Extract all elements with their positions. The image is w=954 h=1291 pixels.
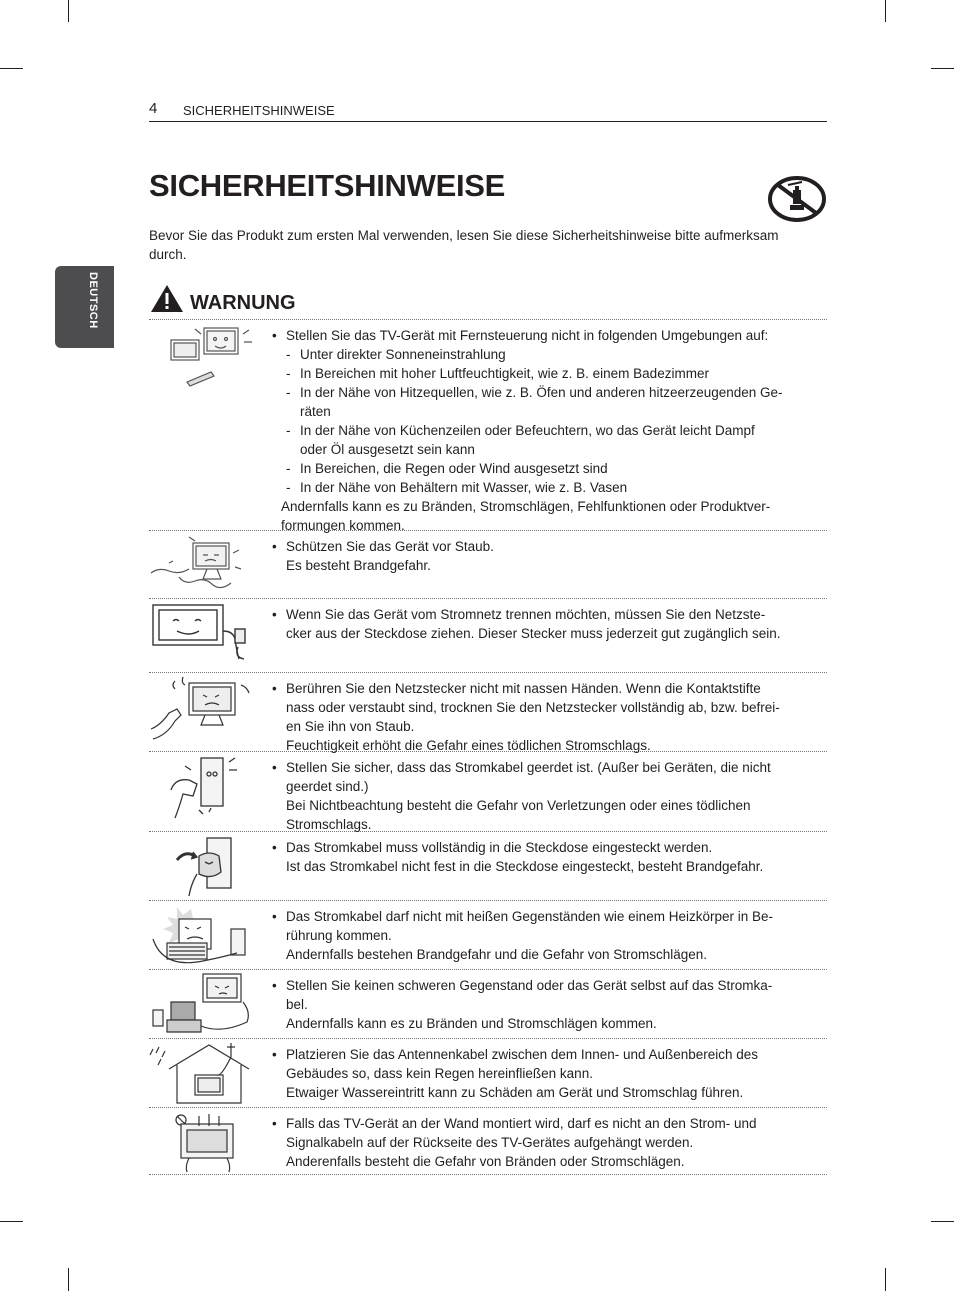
bullet-continued: Ist das Stromkabel nicht fest in die Steckdose eingesteckt, besteht Brandgefahr. xyxy=(286,859,764,874)
row-text xyxy=(272,679,812,755)
crop-mark xyxy=(0,68,23,69)
bullet-continued: Bei Nichtbeachtung besteht die Gefahr von Verletzungen oder eines tödlichen xyxy=(286,798,751,813)
table-row xyxy=(149,320,827,531)
warning-label: WARNUNG xyxy=(190,292,296,314)
wet-hands-plug-icon xyxy=(149,675,259,741)
row-text xyxy=(272,605,812,643)
page-title: SICHERHEITSHINWEISE xyxy=(149,168,506,203)
bullet-text: • Wenn Sie das Gerät vom Stromnetz trennen möchten, müssen Sie den Netzste- xyxy=(272,605,812,624)
wall-mount-cable-icon xyxy=(149,1110,259,1176)
warning-table xyxy=(149,319,827,1175)
table-row xyxy=(149,752,827,832)
intro-line: Bevor Sie das Produkt zum ersten Mal verwenden, lesen Sie diese Sicherheitshinweise bitte aufmerksam xyxy=(149,228,779,243)
bullet-continued: Andernfalls bestehen Brandgefahr und die Gefahr von Stromschlägen. xyxy=(286,947,708,962)
bullet-continued: Feuchtigkeit erhöht die Gefahr eines tödlichen Stromschlags. xyxy=(286,738,651,753)
plug-insert-icon xyxy=(149,834,259,900)
row-text xyxy=(272,838,812,876)
row-text xyxy=(272,326,812,535)
grounded-plug-icon xyxy=(149,754,259,820)
bullet-continued: rührung kommen. xyxy=(286,928,392,943)
crop-mark xyxy=(0,1221,23,1222)
crop-mark xyxy=(68,1268,69,1291)
bullet-text: • Stellen Sie sicher, dass das Stromkabel geerdet ist. (Außer bei Geräten, die nicht xyxy=(272,758,812,777)
bullet-continued: geerdet sind.) xyxy=(286,779,369,794)
unplug-tv-icon xyxy=(149,601,259,663)
consequence-text: Andernfalls kann es zu Bränden, Stromschlägen, Fehlfunktionen oder Produktver- xyxy=(281,499,771,514)
bullet-continued: nass oder verstaubt sind, trocknen Sie den Netzstecker vollständig ab, bzw. befrei- xyxy=(286,700,780,715)
row-text xyxy=(272,537,812,575)
crop-mark xyxy=(931,68,954,69)
table-row xyxy=(149,901,827,970)
sub-item-continued: oder Öl ausgesetzt sein kann xyxy=(300,442,475,457)
bullet-text: • Falls das TV-Gerät an der Wand montiert wird, darf es nicht an den Strom- und xyxy=(272,1114,812,1133)
no-tools-icon xyxy=(768,176,826,222)
antenna-rain-icon xyxy=(149,1041,259,1107)
bullet-text: • Schützen Sie das Gerät vor Staub. xyxy=(272,537,812,556)
bullet-text: • Das Stromkabel muss vollständig in die Steckdose eingesteckt werden. xyxy=(272,838,812,857)
table-row xyxy=(149,1039,827,1108)
sub-item: - In der Nähe von Küchenzeilen oder Befeuchtern, wo das Gerät leicht Dampf xyxy=(272,421,812,440)
bullet-continued: Es besteht Brandgefahr. xyxy=(286,558,431,573)
row-text xyxy=(272,907,812,964)
table-row xyxy=(149,832,827,901)
bullet-continued: Gebäudes so, dass kein Regen hereinfließen kann. xyxy=(286,1066,593,1081)
language-label: DEUTSCH xyxy=(87,272,99,329)
language-side-tab xyxy=(55,266,114,348)
crop-mark xyxy=(931,1221,954,1222)
bullet-continued: Stromschlags. xyxy=(286,817,372,832)
bullet-continued: Anderenfalls besteht die Gefahr von Bränden oder Stromschlägen. xyxy=(286,1154,685,1169)
heavy-object-cable-icon xyxy=(149,972,259,1038)
sub-item-continued: räten xyxy=(300,404,331,419)
warning-triangle-icon xyxy=(149,283,185,314)
sub-item: - In der Nähe von Behältern mit Wasser, wie z. B. Vasen xyxy=(272,478,812,497)
header-section-title: SICHERHEITSHINWEISE xyxy=(183,103,335,118)
table-row xyxy=(149,673,827,752)
dusty-tv-icon xyxy=(149,533,259,595)
row-text xyxy=(272,758,812,834)
heater-cable-icon xyxy=(149,903,259,969)
table-row xyxy=(149,531,827,599)
intro-paragraph xyxy=(149,226,829,264)
sub-item: - Unter direkter Sonneneinstrahlung xyxy=(272,345,812,364)
sub-item: - In Bereichen, die Regen oder Wind ausgesetzt sind xyxy=(272,459,812,478)
page-number: 4 xyxy=(149,100,158,117)
bullet-continued: Etwaiger Wassereintritt kann zu Schäden am Gerät und Stromschlag führen. xyxy=(286,1085,744,1100)
crop-mark xyxy=(885,0,886,22)
sub-item: - In der Nähe von Hitzequellen, wie z. B. Öfen und anderen hitzeerzeugenden Ge- xyxy=(272,383,812,402)
bullet-continued: Signalkabeln auf der Rückseite des TV-Gerätes aufgehängt werden. xyxy=(286,1135,694,1150)
bullet-continued: Andernfalls kann es zu Bränden und Stromschlägen kommen. xyxy=(286,1016,657,1031)
bullet-text: • Das Stromkabel darf nicht mit heißen Gegenständen wie einem Heizkörper in Be- xyxy=(272,907,812,926)
bullet-text: • Stellen Sie das TV-Gerät mit Fernsteuerung nicht in folgenden Umgebungen auf: xyxy=(272,326,812,345)
row-text xyxy=(272,1045,812,1102)
sub-item: - In Bereichen mit hoher Luftfeuchtigkeit, wie z. B. einem Badezimmer xyxy=(272,364,812,383)
bullet-continued: en Sie ihn von Staub. xyxy=(286,719,415,734)
page-header xyxy=(149,100,827,122)
bullet-continued: bel. xyxy=(286,997,308,1012)
bullet-text: • Platzieren Sie das Antennenkabel zwischen dem Innen- und Außenbereich des xyxy=(272,1045,812,1064)
table-row xyxy=(149,1108,827,1175)
intro-line: durch. xyxy=(149,247,187,262)
row-text xyxy=(272,1114,812,1171)
crop-mark xyxy=(885,1268,886,1291)
table-row xyxy=(149,970,827,1039)
crop-mark xyxy=(68,0,69,22)
row-text xyxy=(272,976,812,1033)
bullet-text: • Berühren Sie den Netzstecker nicht mit nassen Händen. Wenn die Kontaktstifte xyxy=(272,679,812,698)
consequence-text: formungen kommen. xyxy=(281,518,405,533)
bullet-continued: cker aus der Steckdose ziehen. Dieser Stecker muss jederzeit gut zugänglich sein. xyxy=(286,626,781,641)
bullet-text: • Stellen Sie keinen schweren Gegenstand oder das Gerät selbst auf das Stromka- xyxy=(272,976,812,995)
table-row xyxy=(149,599,827,673)
tv-environment-icon xyxy=(149,322,259,388)
